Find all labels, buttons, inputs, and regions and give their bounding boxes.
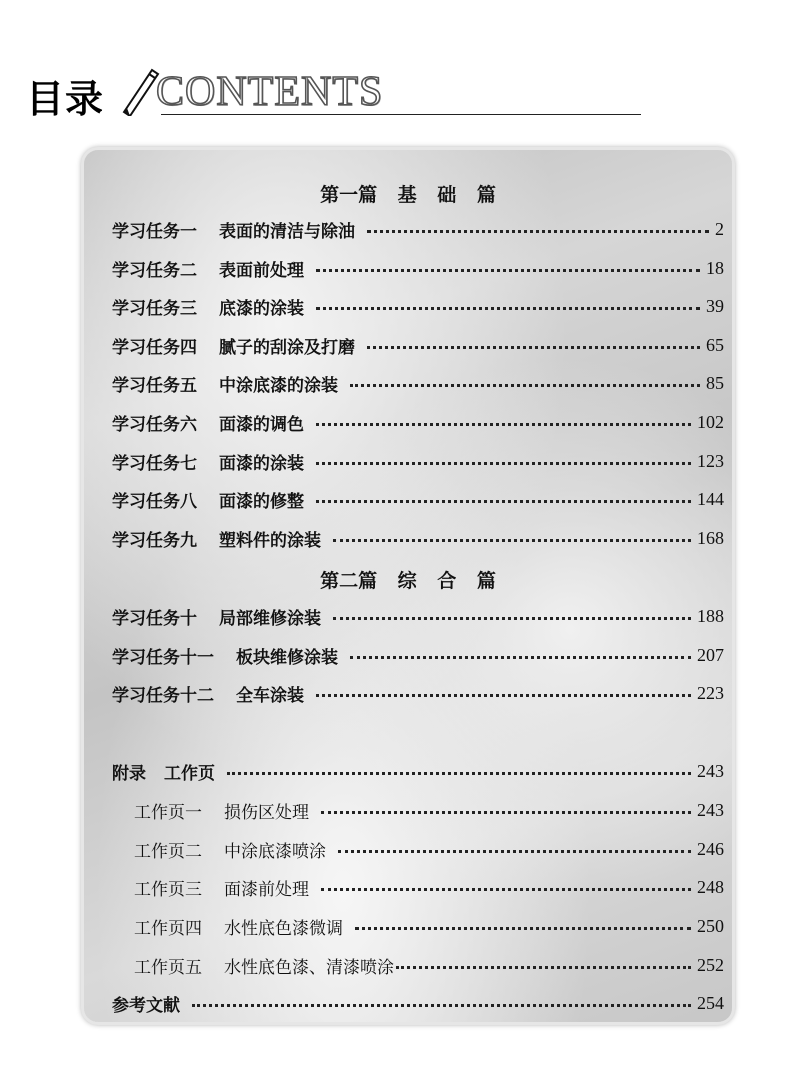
toc-entry[interactable]: [112, 369, 724, 397]
toc-entry[interactable]: [112, 641, 724, 669]
toc-entry-page: 207: [697, 644, 724, 665]
dot-leader: [316, 694, 691, 697]
dot-leader: [367, 230, 709, 233]
toc-entry-page: 223: [697, 682, 724, 703]
toc-entry-page: 248: [697, 876, 724, 897]
toc-entry-page: 254: [697, 992, 724, 1013]
header-rule: [161, 114, 641, 115]
toc-entry-number: 工作页五: [134, 957, 202, 978]
page-title-english: CONTENTS: [156, 69, 384, 115]
dot-leader: [321, 811, 691, 814]
toc-entry-title: 表面的清洁与除油: [219, 221, 355, 242]
contents-panel: [84, 150, 732, 1022]
dot-leader: [321, 888, 691, 891]
page-title: 目录: [26, 77, 105, 121]
dot-leader: [333, 617, 691, 620]
page-header: [26, 62, 626, 122]
toc-subentry[interactable]: [134, 951, 724, 979]
toc-entry-title: 板块维修涂装: [236, 647, 338, 668]
toc-entry-page: 18: [706, 257, 724, 278]
toc-entry-number: 学习任务七: [112, 453, 197, 474]
dot-leader: [316, 500, 691, 503]
toc-entry-title: 面漆的修整: [219, 491, 304, 512]
toc-entry-number: 学习任务五: [112, 375, 197, 396]
toc-entry[interactable]: [112, 447, 724, 475]
toc-entry-title: 底漆的涂装: [219, 298, 304, 319]
toc-subentry[interactable]: [134, 873, 724, 901]
toc-entry-title: 局部维修涂装: [219, 608, 321, 629]
toc-entry-number: 学习任务十二: [112, 685, 214, 706]
toc-entry[interactable]: [112, 215, 724, 243]
toc-entry-number: 学习任务一: [112, 221, 197, 242]
dot-leader: [350, 384, 700, 387]
toc-entry-title: 中涂底漆喷涂: [224, 841, 326, 862]
dot-leader: [227, 772, 691, 775]
toc-entry-page: 188: [697, 605, 724, 626]
toc-entry-title: 面漆前处理: [224, 879, 309, 900]
toc-entry[interactable]: [112, 254, 724, 282]
toc-entry-number: 学习任务十: [112, 608, 197, 629]
toc-entry-number: 学习任务六: [112, 414, 197, 435]
dot-leader: [350, 656, 691, 659]
toc-subentry[interactable]: [134, 835, 724, 863]
dot-leader: [396, 966, 691, 969]
toc-entry-page: 2: [715, 218, 724, 239]
toc-entry[interactable]: [112, 524, 724, 552]
toc-entry-references[interactable]: [112, 989, 724, 1017]
toc-entry-number: 学习任务四: [112, 337, 197, 358]
toc-entry-page: 252: [697, 954, 724, 975]
section-title-comprehensive: 第二篇 综 合 篇: [320, 570, 496, 592]
toc-entry-number: 学习任务十一: [112, 647, 214, 668]
toc-entry-title: 表面前处理: [219, 260, 304, 281]
toc-entry-title: 损伤区处理: [224, 802, 309, 823]
toc-subentry[interactable]: [134, 796, 724, 824]
toc-entry-number: 学习任务八: [112, 491, 197, 512]
toc-entry-number: 学习任务九: [112, 530, 197, 551]
toc-entry-page: 123: [697, 450, 724, 471]
toc-entry-title: 中涂底漆的涂装: [219, 375, 338, 396]
dot-leader: [316, 307, 700, 310]
dot-leader: [316, 269, 700, 272]
toc-entry[interactable]: [112, 485, 724, 513]
toc-entry[interactable]: [112, 331, 724, 359]
toc-entry-title: 参考文献: [112, 995, 180, 1016]
toc-entry-page: 65: [706, 334, 724, 355]
toc-entry[interactable]: [112, 292, 724, 320]
toc-entry-page: 85: [706, 372, 724, 393]
toc-entry-title: 水性底色漆微调: [224, 918, 343, 939]
toc-entry-page: 250: [697, 915, 724, 936]
dot-leader: [192, 1004, 691, 1007]
toc-entry[interactable]: [112, 602, 724, 630]
toc-entry-number: 工作页二: [134, 841, 202, 862]
toc-entry-page: 168: [697, 527, 724, 548]
toc-entry-title: 全车涂装: [236, 685, 304, 706]
toc-entry-page: 102: [697, 411, 724, 432]
dot-leader: [355, 927, 691, 930]
toc-entry-title: 水性底色漆、清漆喷涂: [224, 957, 394, 978]
toc-entry-appendix[interactable]: [112, 757, 724, 785]
toc-entry-title: 腻子的刮涂及打磨: [219, 337, 355, 358]
dot-leader: [338, 850, 691, 853]
toc-entry-title: 塑料件的涂装: [219, 530, 321, 551]
toc-entry-page: 144: [697, 488, 724, 509]
toc-entry-title: 面漆的涂装: [219, 453, 304, 474]
dot-leader: [333, 539, 691, 542]
toc-entry-title: 工作页: [164, 763, 215, 784]
dot-leader: [367, 346, 700, 349]
toc-entry[interactable]: [112, 679, 724, 707]
toc-entry-number: 工作页一: [134, 802, 202, 823]
toc-entry-title: 面漆的调色: [219, 414, 304, 435]
toc-entry-number: 学习任务三: [112, 298, 197, 319]
toc-entry-page: 39: [706, 295, 724, 316]
toc-entry-number: 工作页三: [134, 879, 202, 900]
toc-subentry[interactable]: [134, 912, 724, 940]
dot-leader: [316, 423, 691, 426]
section-title-basic: 第一篇 基 础 篇: [320, 184, 496, 206]
toc-entry-number: 学习任务二: [112, 260, 197, 281]
toc-entry-number: 附录: [112, 763, 146, 784]
dot-leader: [316, 462, 691, 465]
toc-entry-page: 243: [697, 799, 724, 820]
toc-entry-page: 246: [697, 838, 724, 859]
toc-entry-number: 工作页四: [134, 918, 202, 939]
toc-entry-page: 243: [697, 760, 724, 781]
toc-entry[interactable]: [112, 408, 724, 436]
